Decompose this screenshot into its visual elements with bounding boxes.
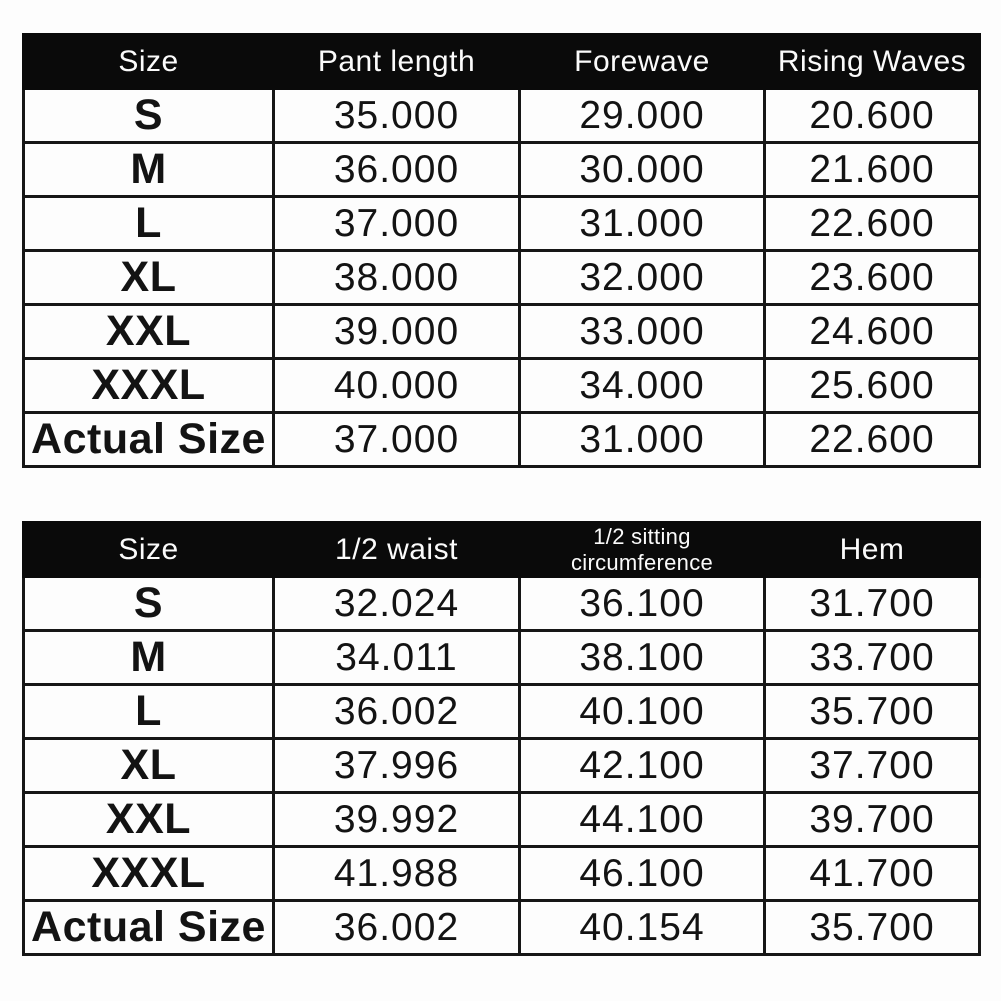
measurement-value-cell: 33.000 — [520, 305, 765, 359]
measurement-value-cell: 31.700 — [765, 577, 980, 631]
col-header-1-2-waist: 1/2 waist — [274, 523, 520, 577]
col-header-1-2-sitting-circumference: 1/2 sitting circumference — [520, 523, 765, 577]
col-header-hem: Hem — [765, 523, 980, 577]
measurement-value-cell: 31.000 — [520, 197, 765, 251]
measurement-value-cell: 40.000 — [274, 359, 520, 413]
measurement-value-cell: 29.000 — [520, 89, 765, 143]
measurement-value-cell: 31.000 — [520, 413, 765, 467]
table-row — [24, 847, 980, 901]
header-row — [24, 523, 980, 577]
measurement-value-cell: 37.000 — [274, 197, 520, 251]
measurement-value-cell: 39.000 — [274, 305, 520, 359]
table-row — [24, 359, 980, 413]
measurement-value-cell: 24.600 — [765, 305, 980, 359]
measurement-value-cell: 39.700 — [765, 793, 980, 847]
header-row — [24, 35, 980, 89]
table-row — [24, 793, 980, 847]
measurement-value-cell: 36.002 — [274, 685, 520, 739]
table-row — [24, 305, 980, 359]
measurement-value-cell: 34.000 — [520, 359, 765, 413]
table-row — [24, 413, 980, 467]
measurement-value-cell: 23.600 — [765, 251, 980, 305]
size-label-cell: L — [24, 685, 274, 739]
size-label-cell: XXXL — [24, 359, 274, 413]
measurement-value-cell: 22.600 — [765, 413, 980, 467]
measurement-value-cell: 32.000 — [520, 251, 765, 305]
measurement-value-cell: 37.000 — [274, 413, 520, 467]
measurement-value-cell: 20.600 — [765, 89, 980, 143]
table-row — [24, 631, 980, 685]
measurement-value-cell: 35.700 — [765, 901, 980, 955]
measurement-value-cell: 22.600 — [765, 197, 980, 251]
size-label-cell: S — [24, 89, 274, 143]
size-label-cell: XXL — [24, 305, 274, 359]
size-label-cell: S — [24, 577, 274, 631]
col-header-pant-length: Pant length — [274, 35, 520, 89]
measurement-value-cell: 21.600 — [765, 143, 980, 197]
measurement-value-cell: 40.154 — [520, 901, 765, 955]
measurement-value-cell: 42.100 — [520, 739, 765, 793]
measurement-value-cell: 39.992 — [274, 793, 520, 847]
col-header-forewave: Forewave — [520, 35, 765, 89]
measurement-value-cell: 37.700 — [765, 739, 980, 793]
size-label-cell: XXXL — [24, 847, 274, 901]
size-label-cell: XL — [24, 251, 274, 305]
col-header-rising-waves: Rising Waves — [765, 35, 980, 89]
measurement-value-cell: 37.996 — [274, 739, 520, 793]
measurement-value-cell: 38.000 — [274, 251, 520, 305]
col-header-size: Size — [24, 523, 274, 577]
size-label-cell: M — [24, 143, 274, 197]
measurement-value-cell: 35.700 — [765, 685, 980, 739]
measurement-value-cell: 32.024 — [274, 577, 520, 631]
col-header-size: Size — [24, 35, 274, 89]
measurement-value-cell: 46.100 — [520, 847, 765, 901]
measurement-value-cell: 36.002 — [274, 901, 520, 955]
table-row — [24, 739, 980, 793]
measurement-value-cell: 30.000 — [520, 143, 765, 197]
table-row — [24, 577, 980, 631]
measurement-value-cell: 41.988 — [274, 847, 520, 901]
table-row — [24, 143, 980, 197]
table-row — [24, 89, 980, 143]
measurement-value-cell: 25.600 — [765, 359, 980, 413]
measurement-value-cell: 36.000 — [274, 143, 520, 197]
measurement-value-cell: 41.700 — [765, 847, 980, 901]
measurement-value-cell: 35.000 — [274, 89, 520, 143]
size-label-cell: Actual Size — [24, 413, 274, 467]
size-label-cell: L — [24, 197, 274, 251]
size-label-cell: Actual Size — [24, 901, 274, 955]
table-row — [24, 251, 980, 305]
table-row — [24, 197, 980, 251]
size-label-cell: XXL — [24, 793, 274, 847]
size-label-cell: M — [24, 631, 274, 685]
waist-hem-size-table — [22, 521, 981, 956]
size-label-cell: XL — [24, 739, 274, 793]
measurement-value-cell: 36.100 — [520, 577, 765, 631]
measurement-value-cell: 33.700 — [765, 631, 980, 685]
measurement-value-cell: 34.011 — [274, 631, 520, 685]
table-row — [24, 685, 980, 739]
measurement-value-cell: 44.100 — [520, 793, 765, 847]
measurement-value-cell: 40.100 — [520, 685, 765, 739]
measurement-value-cell: 38.100 — [520, 631, 765, 685]
table-row — [24, 901, 980, 955]
pant-length-size-table — [22, 33, 981, 468]
